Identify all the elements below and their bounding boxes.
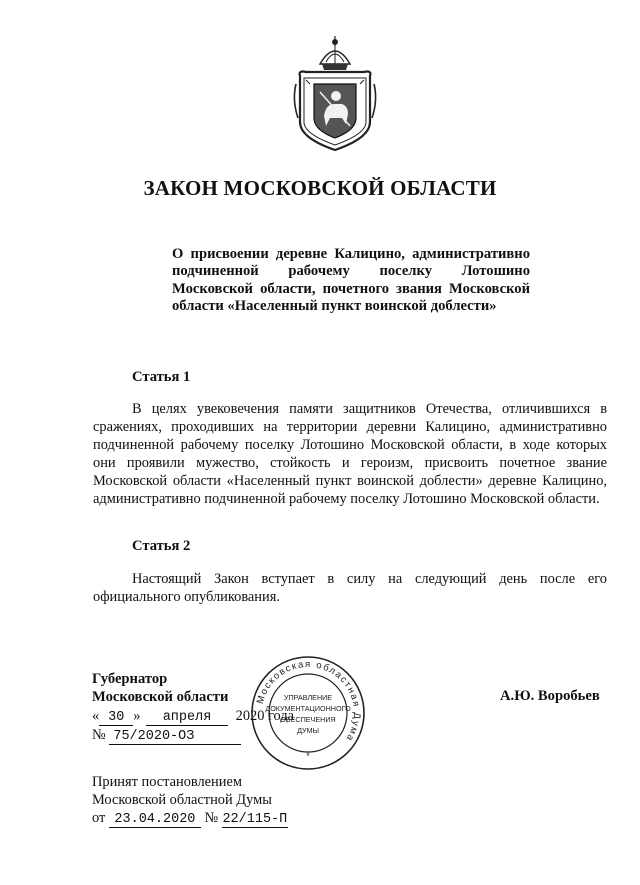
svg-text:*: * [306,751,310,761]
article-2-heading: Статья 2 [132,538,191,554]
article-1-text: В целях увековечения памяти защитников Отечества, отличившихся в сражениях, проходивших на территории деревни Калицино, административно подчиненной рабочему поселку Лотошино Московской области, в ходе которых они проявили мужество, стойкость и героизм, присвоить почетное звание Московской области «Населенный пункт воинской доблести» деревне Калицино, административно подчиненной рабочему поселку Лотошино Московской области. [93,401,607,507]
signatory-position-line2: Московской области [92,689,229,705]
moscow-oblast-coat-of-arms-icon [290,34,380,154]
adoption-number: 22/115-П [222,812,288,827]
signatory-name: А.Ю. Воробьев [500,688,600,704]
duma-stamp [250,655,366,771]
law-number-label: № [92,727,106,743]
svg-text:ДОКУМЕНТАЦИОННОГО: ДОКУМЕНТАЦИОННОГО [265,704,351,713]
signatory-position-line1: Губернатор [92,671,168,687]
adoption-from-label: от [92,810,106,826]
adoption-line1: Принят постановлением [92,774,242,790]
law-title: ЗАКОН МОСКОВСКОЙ ОБЛАСТИ [143,176,497,200]
adoption-note [92,773,272,809]
date-close-quote: » [133,708,141,724]
article-2-text: Настоящий Закон вступает в силу на следующий день после его официального опубликования. [93,571,607,605]
svg-text:УПРАВЛЕНИЕ: УПРАВЛЕНИЕ [283,693,333,702]
law-number [92,727,241,745]
svg-text:Московская областная Дума: Московская областная Дума [254,658,363,744]
law-number-value: 75/2020-ОЗ [109,729,241,745]
signing-day: 30 [99,710,133,726]
adoption-line2: Московской областной Думы [92,792,272,808]
svg-text:ОБЕСПЕЧЕНИЯ: ОБЕСПЕЧЕНИЯ [280,715,336,724]
law-subject: О присвоении деревне Калицино, административно подчиненной рабочему поселку Лотошино Московской области, почетного звания Московской области «Населенный пункт воинской доблести» [172,246,530,315]
adoption-date-number [92,810,288,828]
signatory-position [92,670,228,706]
article-1-heading: Статья 1 [132,369,191,385]
adoption-number-label: № [204,810,219,826]
signing-year: 2020 года [235,708,295,724]
svg-text:ДУМЫ: ДУМЫ [297,726,319,735]
adoption-date: 23.04.2020 [109,812,201,828]
date-open-quote: « [92,708,100,724]
signing-month: апреля [146,710,228,726]
